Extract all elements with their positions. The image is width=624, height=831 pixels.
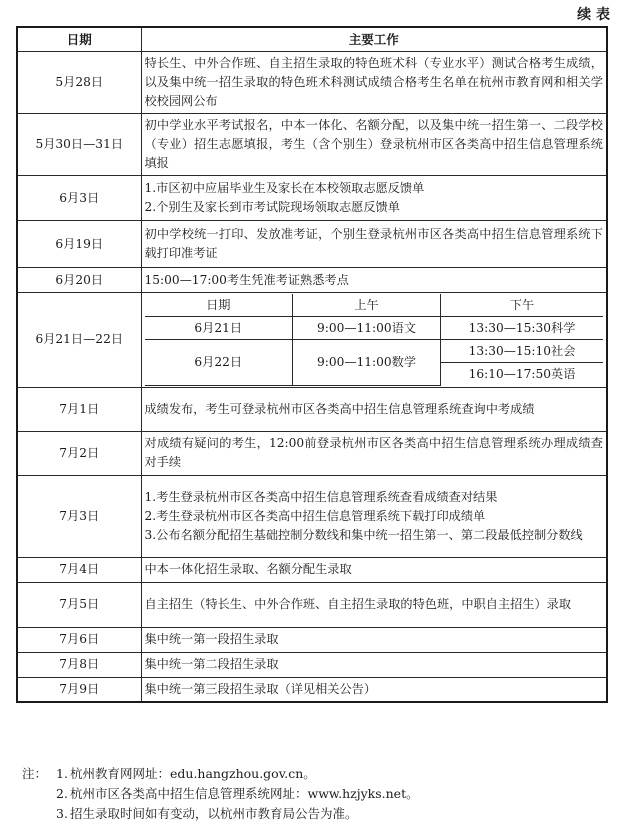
row-work [141, 176, 607, 221]
exam-header-row [145, 294, 604, 317]
work-line: 特长生、中外合作班、自主招生录取的特色班术科（专业水平）测试合格考生成绩，以及集中统一招生录取的特色班术科测试成绩合格考生名单在杭州市教育网和相关学校校园网公布 [144, 56, 603, 108]
work-line: 成绩发布，考生可登录杭州市区各类高中招生信息管理系统查询中考成绩 [144, 401, 535, 416]
table-row [17, 431, 607, 475]
table-row [17, 176, 607, 221]
footnote-number: 3. [56, 806, 68, 821]
footnotes [22, 764, 612, 824]
table-row [17, 114, 607, 176]
exam-day-row [145, 340, 604, 363]
row-date: 7月9日 [17, 677, 141, 702]
work-line: 2.个别生及家长到市考试院现场领取志愿反馈单 [144, 200, 400, 214]
exam-am-session: 9:00—11:00语文 [293, 317, 441, 340]
footnote-text: 杭州教育网网址：edu.hangzhou.gov.cn。 [70, 766, 316, 781]
work-line: 3.公布名额分配招生基础控制分数线和集中统一招生第一、第二段最低控制分数线 [144, 527, 583, 542]
exam-schedule-cell [141, 293, 607, 388]
table-row [17, 677, 607, 702]
exam-header-am: 上午 [293, 294, 441, 317]
footnote-number: 2. [56, 786, 68, 801]
row-date: 7月6日 [17, 627, 141, 652]
table-row [17, 627, 607, 652]
exam-pm-session: 13:30—15:30科学 [441, 317, 604, 340]
footnote [22, 804, 612, 824]
row-work [141, 114, 607, 176]
exam-pm-session: 13:30—15:10社会 [441, 340, 604, 363]
table-header-row [17, 27, 607, 52]
footnote-number: 1. [56, 766, 68, 781]
table-row [17, 475, 607, 557]
row-work [141, 652, 607, 677]
header-date: 日期 [17, 27, 141, 52]
exam-day-date: 6月22日 [145, 340, 293, 386]
row-work [141, 431, 607, 475]
exam-pm-session: 16:10—17:50英语 [441, 363, 604, 386]
footnote [22, 784, 612, 804]
exam-table [145, 294, 604, 386]
work-line: 15:00—17:00考生凭准考证熟悉考点 [144, 272, 349, 287]
row-date: 6月3日 [17, 176, 141, 221]
work-line: 初中学业水平考试报名，中本一体化、名额分配，以及集中统一招生第一、二段学校（专业）招生志愿填报，考生（含个别生）登录杭州市区各类高中招生信息管理系统填报 [144, 118, 603, 170]
row-date: 7月4日 [17, 557, 141, 582]
row-work [141, 627, 607, 652]
row-work [141, 475, 607, 557]
work-line: 初中学校统一打印、发放准考证，个别生登录杭州市区各类高中招生信息管理系统下载打印准考证 [144, 227, 603, 260]
row-work [141, 677, 607, 702]
row-work [141, 582, 607, 627]
row-work [141, 387, 607, 431]
row-work [141, 557, 607, 582]
work-line: 1.考生登录杭州市区各类高中招生信息管理系统查看成绩查对结果 [144, 489, 498, 504]
exam-am-session: 9:00—11:00数学 [293, 340, 441, 386]
row-date: 6月20日 [17, 268, 141, 293]
work-line: 中本一体化招生录取、名额分配生录取 [144, 562, 352, 576]
table-row [17, 582, 607, 627]
row-date: 6月19日 [17, 221, 141, 268]
row-date: 6月21日—22日 [17, 293, 141, 388]
row-date: 7月3日 [17, 475, 141, 557]
row-date: 7月5日 [17, 582, 141, 627]
table-row [17, 387, 607, 431]
header-work: 主要工作 [141, 27, 607, 52]
exam-day-row [145, 317, 604, 340]
row-work [141, 268, 607, 293]
footnote-prefix: 注： [22, 766, 48, 781]
work-line: 自主招生（特长生、中外合作班、自主招生录取的特色班，中职自主招生）录取 [144, 597, 572, 611]
table-row [17, 52, 607, 114]
row-date: 7月1日 [17, 387, 141, 431]
footnote-text: 招生录取时间如有变动，以杭州市教育局公告为准。 [70, 806, 358, 821]
footnote [22, 764, 612, 784]
work-line: 对成绩有疑问的考生，12:00前登录杭州市区各类高中招生信息管理系统办理成绩查对手续 [144, 436, 603, 469]
work-line: 1.市区初中应届毕业生及家长在本校领取志愿反馈单 [144, 181, 425, 195]
row-work [141, 52, 607, 114]
table-row [17, 652, 607, 677]
work-line: 集中统一第一段招生录取 [144, 632, 279, 646]
table-row [17, 557, 607, 582]
row-work [141, 221, 607, 268]
table-row [17, 268, 607, 293]
schedule-table [16, 26, 608, 703]
work-line: 集中统一第三段招生录取（详见相关公告） [144, 681, 377, 696]
table-row [17, 221, 607, 268]
row-date: 5月30日—31日 [17, 114, 141, 176]
exam-header-date: 日期 [145, 294, 293, 317]
exam-row [17, 293, 607, 388]
exam-day-date: 6月21日 [145, 317, 293, 340]
row-date: 7月8日 [17, 652, 141, 677]
row-date: 5月28日 [17, 52, 141, 114]
work-line: 2.考生登录杭州市区各类高中招生信息管理系统下载打印成绩单 [144, 508, 486, 523]
row-date: 7月2日 [17, 431, 141, 475]
work-line: 集中统一第二段招生录取 [144, 657, 279, 671]
footnote-text: 杭州市区各类高中招生信息管理系统网址：www.hzjyks.net。 [70, 786, 419, 801]
continued-label: 续 表 [577, 7, 610, 23]
exam-header-pm: 下午 [441, 294, 604, 317]
